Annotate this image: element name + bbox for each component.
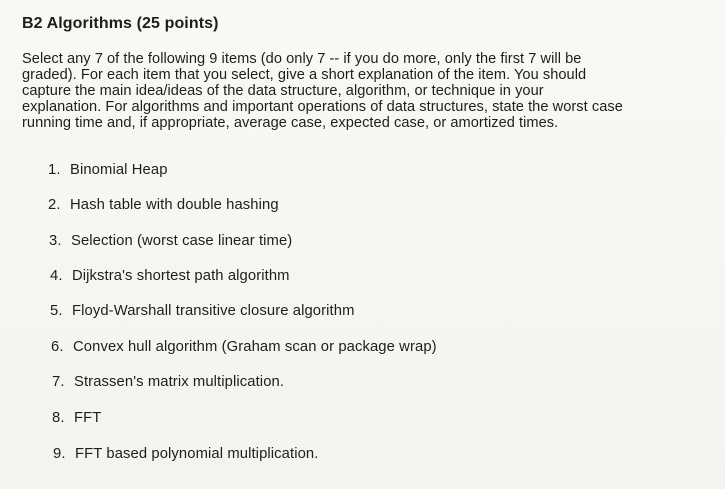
list-item xyxy=(51,339,437,355)
instructions-line: graded). For each item that you select, give a short explanation of the item. You should xyxy=(22,67,587,83)
item-text: FFT based polynomial multiplication. xyxy=(75,446,319,462)
item-text: Selection (worst case linear time) xyxy=(71,233,293,249)
item-text: Strassen's matrix multiplication. xyxy=(74,374,285,390)
list-item xyxy=(50,268,290,284)
item-text: Dijkstra's shortest path algorithm xyxy=(72,268,290,284)
list-item xyxy=(52,374,284,390)
list-item xyxy=(52,410,101,426)
item-text: FFT xyxy=(74,410,102,426)
list-item xyxy=(48,162,168,178)
item-number: 5. xyxy=(50,303,63,319)
item-number: 2. xyxy=(48,197,61,213)
item-number: 8. xyxy=(52,410,65,426)
list-item xyxy=(53,446,318,462)
item-number: 9. xyxy=(53,446,66,462)
item-number: 7. xyxy=(52,374,65,390)
list-item xyxy=(48,197,279,213)
item-number: 3. xyxy=(49,233,62,249)
item-number: 6. xyxy=(51,339,64,355)
instructions-line: running time and, if appropriate, average case, expected case, or amortized times. xyxy=(22,115,559,131)
item-text: Binomial Heap xyxy=(70,162,168,178)
item-text: Convex hull algorithm (Graham scan or package wrap) xyxy=(73,339,437,355)
list-item xyxy=(49,233,292,249)
item-number: 4. xyxy=(50,268,63,284)
instructions-line: explanation. For algorithms and important operations of data structures, state the worst case xyxy=(22,99,623,115)
instructions-line: capture the main idea/ideas of the data structure, algorithm, or technique in your xyxy=(22,83,544,99)
list-item xyxy=(50,303,355,319)
instructions-line: Select any 7 of the following 9 items (do only 7 -- if you do more, only the first 7 will be xyxy=(22,51,582,67)
item-text: Hash table with double hashing xyxy=(70,197,279,213)
item-number: 1. xyxy=(48,162,61,178)
item-text: Floyd-Warshall transitive closure algorithm xyxy=(72,303,355,319)
section-heading: B2 Algorithms (25 points) xyxy=(22,15,219,32)
